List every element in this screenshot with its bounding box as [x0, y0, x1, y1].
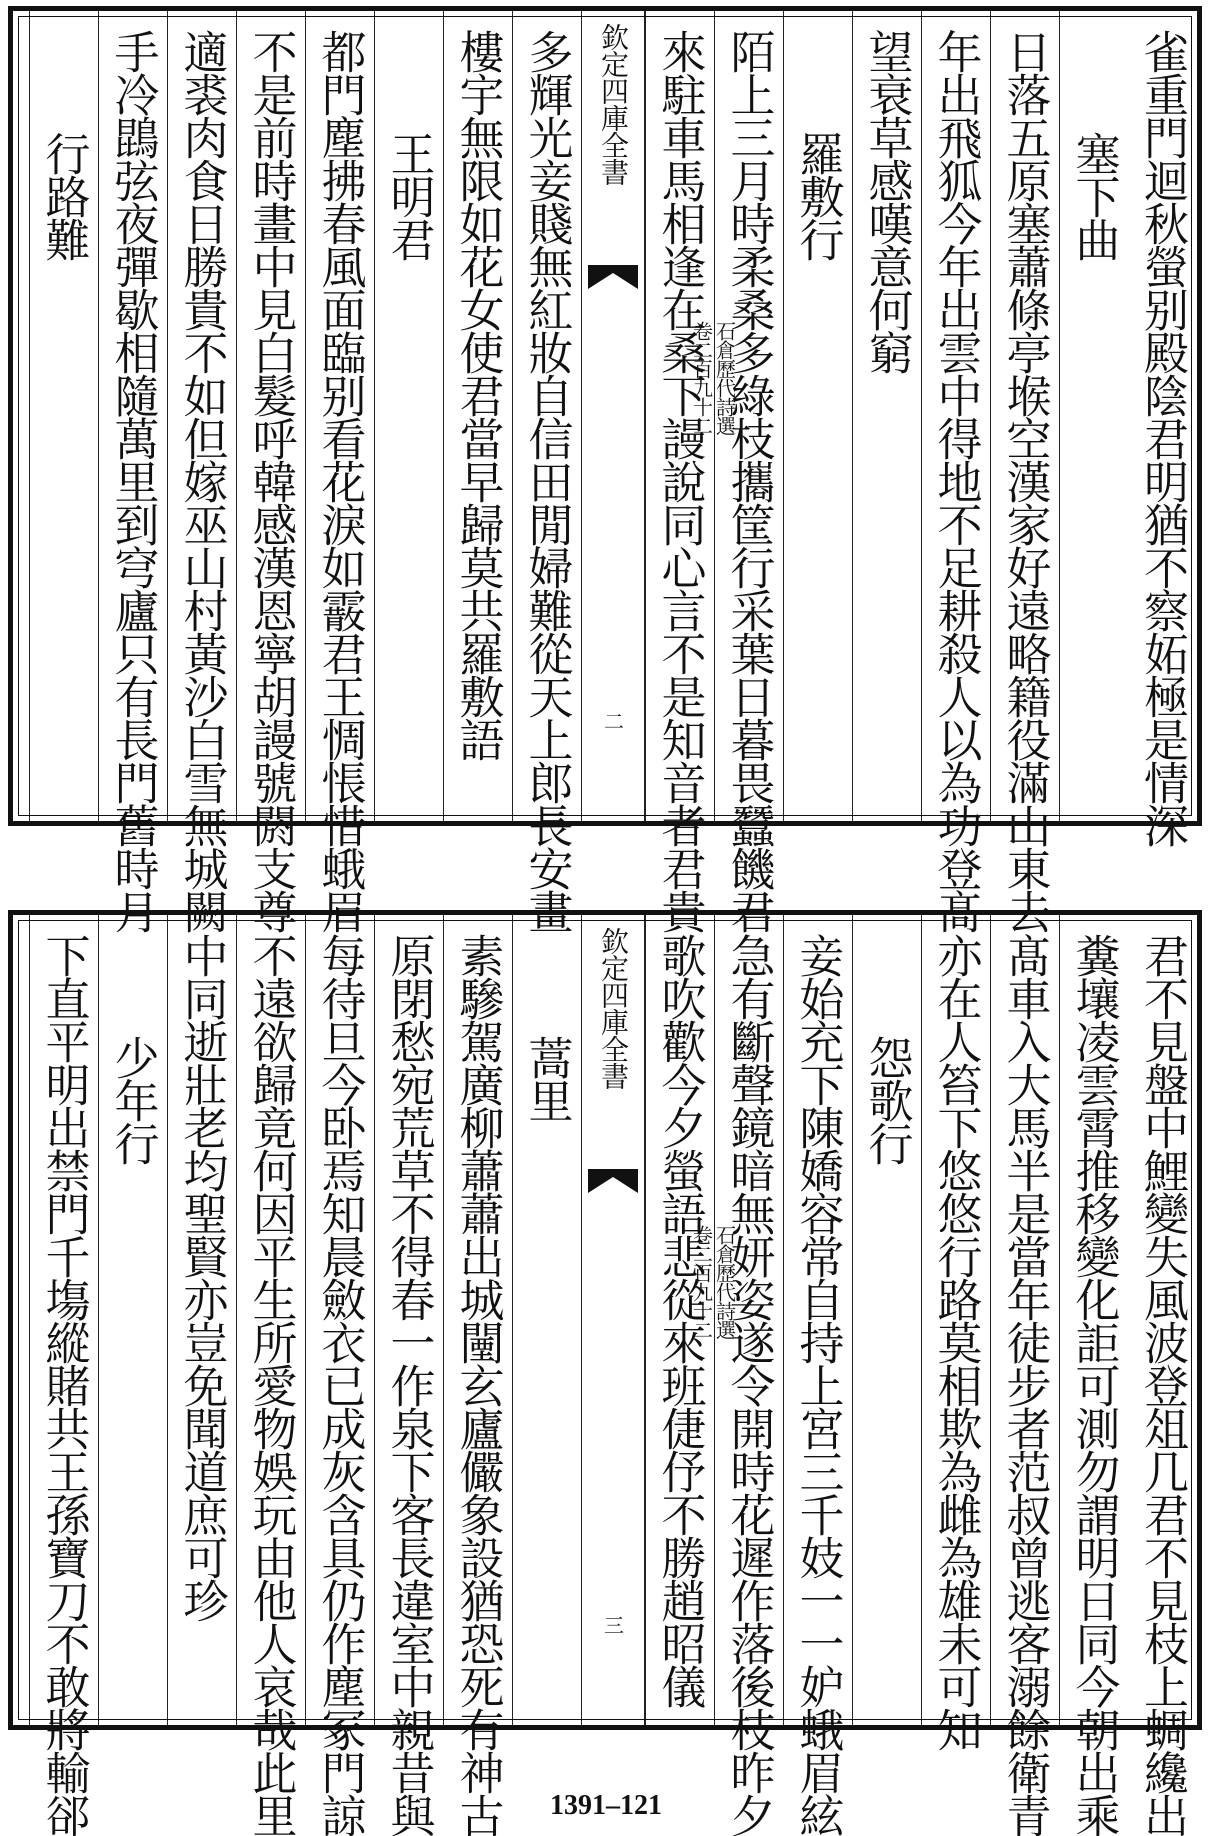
poem-line: 樓宇無限如花女使君當早歸莫共羅敷語 [451, 29, 505, 760]
text-column [852, 11, 921, 821]
text-column [1059, 915, 1128, 1836]
poem-line: 君不見盤中鯉變失風波登俎几君不見枝上蜩纔出 [1136, 933, 1189, 1836]
text-column [374, 915, 443, 1836]
text-column [167, 915, 236, 1725]
poem-line: 髙車入大馬半是當年徒步者范叔曾逃客溺餘衛青 [998, 933, 1052, 1836]
source-volume: 卷二百九十二 [689, 321, 714, 435]
poem-line: 適裘肉食日勝貴不如但嫁巫山村黃沙白雪無城闕 [175, 29, 229, 932]
text-column [29, 915, 98, 1836]
poem-line: 亦在人笞下悠悠行路莫相欺為雌為雄未可知 [929, 933, 983, 1750]
poem-line: 不遠欲歸竟何因平生所愛物娛玩由他人哀哉此里 [244, 933, 298, 1836]
poem-line: 每待旦今卧焉知晨斂衣已成灰含具仍作塵冢門諒 [313, 933, 367, 1836]
catalog-title: 欽定四庫全書 [597, 927, 630, 1089]
text-column [305, 11, 374, 932]
text-column [512, 915, 581, 1725]
top-page-panel [8, 6, 1202, 932]
poem-title: 少年行 [106, 1035, 160, 1164]
text-column [29, 11, 98, 821]
text-column [236, 915, 305, 1836]
poem-title: 行路難 [37, 131, 91, 260]
text-column [990, 915, 1059, 1836]
poem-line: 雀重門迴秋螢别殿陰君明猶不察妬極是情深 [1136, 29, 1189, 846]
poem-line: 急有斷聲鏡暗無妍姿遂令開時花遲作落後枝昨夕 [722, 933, 776, 1836]
poem-title: 蒿里 [520, 1035, 574, 1121]
poem-line: 陌上三月時柔桑多綠枝攜筐行采葉日暮畏蠶饑君 [722, 29, 776, 932]
poem-line: 都門塵拂春風面臨别看花淚如霰君王惆悵惜蛾眉 [313, 29, 367, 932]
poem-line: 歌吹歡今夕螢語悲從來班倢伃不勝趙昭儀 [653, 933, 707, 1707]
source-title: 石倉歷代詩選 [712, 321, 737, 435]
poem-title: 王明君 [382, 131, 436, 260]
text-column [1059, 11, 1128, 821]
text-column [98, 11, 167, 932]
poem-line: 下直平明出禁門千塲縱賭共王孫寶刀不敢將輸郤 [37, 933, 91, 1836]
text-column [305, 915, 374, 1836]
text-column [167, 11, 236, 932]
leaf-number: 三 [600, 1615, 625, 1635]
poem-line: 手冷鵾弦夜彈歇相隨萬里到穹廬只有長門舊時月 [106, 29, 160, 932]
poem-title: 羅敷行 [791, 131, 845, 260]
poem-title: 塞下曲 [1067, 131, 1121, 260]
text-column [1128, 915, 1197, 1836]
page-footer-number: 1391–121 [550, 1790, 662, 1821]
text-column [374, 11, 443, 821]
fishtail-mark-icon [588, 1165, 638, 1195]
poem-line: 望衰草感嘆意何窮 [860, 29, 914, 373]
source-title: 石倉歷代詩選 [712, 1225, 737, 1339]
text-column [512, 11, 581, 932]
catalog-title: 欽定四庫全書 [597, 23, 630, 185]
fishtail-mark-icon [588, 261, 638, 291]
text-column [990, 11, 1059, 932]
text-column [236, 11, 305, 932]
poem-line: 素驂駕廣柳蕭蕭出城闉玄廬儼象設猶恐死有神古 [451, 933, 505, 1836]
poem-line: 妾始充下陳嬌容常自持上宮三千妓一一妒蛾眉絃 [791, 933, 845, 1836]
poem-line: 不是前時畫中見白髮呼韓感漢恩寧胡謾號閼支尊 [244, 29, 298, 932]
text-column [443, 915, 512, 1836]
text-column [98, 915, 167, 1725]
poem-line: 糞壤凌雲霄推移變化詎可測勿謂明日同今朝出乘 [1067, 933, 1121, 1836]
text-column [852, 915, 921, 1725]
text-column [921, 915, 990, 1750]
poem-title: 怨歌行 [860, 1035, 914, 1164]
poem-line: 中同逝壯老均聖賢亦豈免聞道庶可珍 [175, 933, 229, 1621]
text-column [443, 11, 512, 821]
source-volume: 卷二百九十二 [689, 1225, 714, 1339]
poem-line: 多輝光妾賤無紅妝自信田閒婦難從天上郎長安畫 [520, 29, 574, 932]
text-column [783, 915, 852, 1836]
text-column [783, 11, 852, 821]
text-column [921, 11, 990, 932]
leaf-number: 二 [600, 711, 625, 731]
poem-line: 來駐車馬相逢在桑下謾說同心言不是知音者君貴 [653, 29, 707, 932]
poem-line: 原閉愁宛荒草不得春一作泉下客長違室中親昔與 [382, 933, 436, 1836]
poem-line: 日落五原塞蕭條亭堠空漢家好遠略籍役滿山東去 [998, 29, 1052, 932]
text-column [1128, 11, 1197, 846]
poem-line: 年出飛狐今年出雲中得地不足耕殺人以為功登髙 [929, 29, 983, 932]
